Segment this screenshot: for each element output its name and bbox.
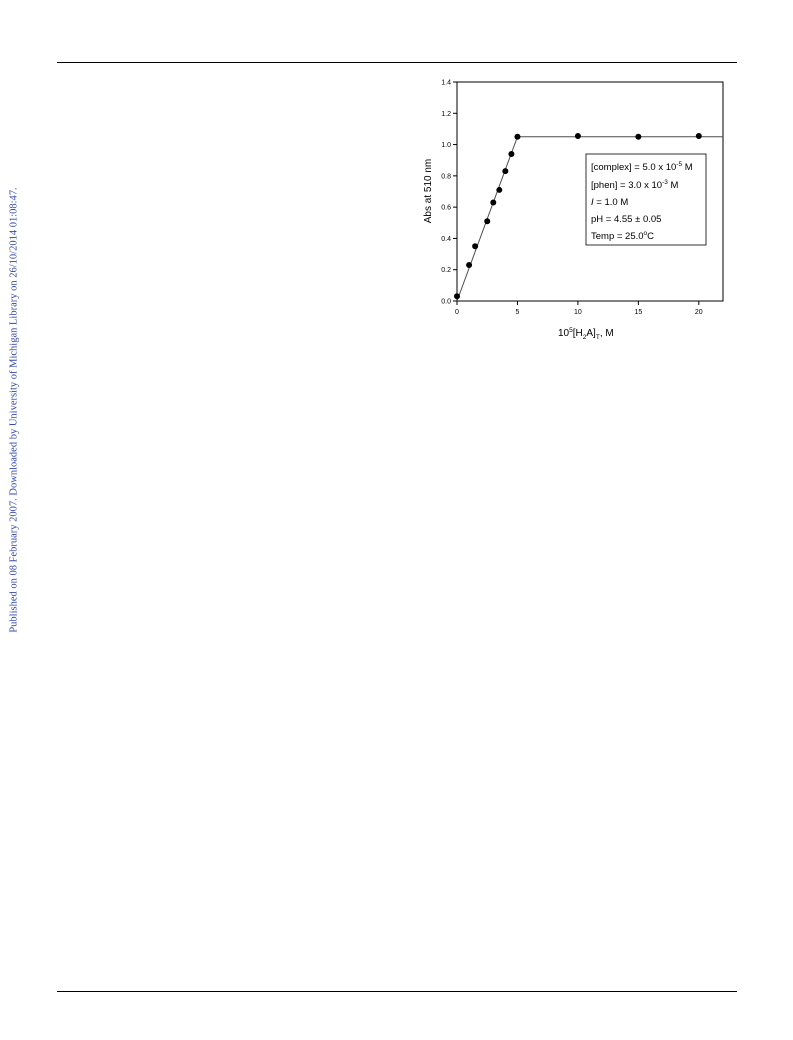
footer-rule [57,991,737,992]
y-tick-label: 0.4 [441,235,451,243]
annotation-line-phen: [phen] = 3.0 x $10^{-3}$ M [591,179,679,191]
data-point [635,134,641,140]
header-rule [57,62,737,63]
x-axis-title: $10^5[H_2A]_T$, M [558,327,614,341]
data-point [575,133,581,139]
y-tick-label: 1.2 [441,110,451,118]
data-point [496,187,502,193]
x-tick-label: 10 [574,309,582,316]
annotation-line-ionic-strength: I = 1.0 M [591,197,629,208]
data-point [696,133,702,139]
data-point [490,199,496,205]
absorbance-chart [418,74,748,354]
y-tick-label: 1.0 [441,142,451,150]
x-tick-label: 5 [515,309,520,316]
x-tick-label: 20 [694,309,703,316]
annotation-line-temp: Temp = $25.0^oC$ [591,230,655,242]
data-point [508,151,514,157]
x-tick-label: 15 [634,309,643,316]
data-point [454,293,460,299]
y-tick-label: 0.0 [441,298,451,306]
data-point [514,134,520,140]
annotation-line-complex: [complex] = 5.0 x $10^{-5}$ M [591,161,693,173]
y-tick-label: 0.2 [441,267,451,275]
data-point [484,218,490,224]
y-tick-label: 0.8 [441,173,451,181]
annotation-line-ph: pH = 4.55 ± 0.05 [591,214,662,225]
y-axis-title: Abs at 510 nm [423,158,434,224]
y-tick-label: 1.4 [441,79,451,87]
data-point [472,243,478,249]
y-tick-label: 0.6 [441,204,451,212]
data-point [466,262,472,268]
data-point [502,168,508,174]
x-tick-label: 0 [455,309,459,316]
download-notice: Published on 08 February 2007. Downloaded by University of Michigan Library on 26/10/2014 01:08:47. [8,187,20,633]
